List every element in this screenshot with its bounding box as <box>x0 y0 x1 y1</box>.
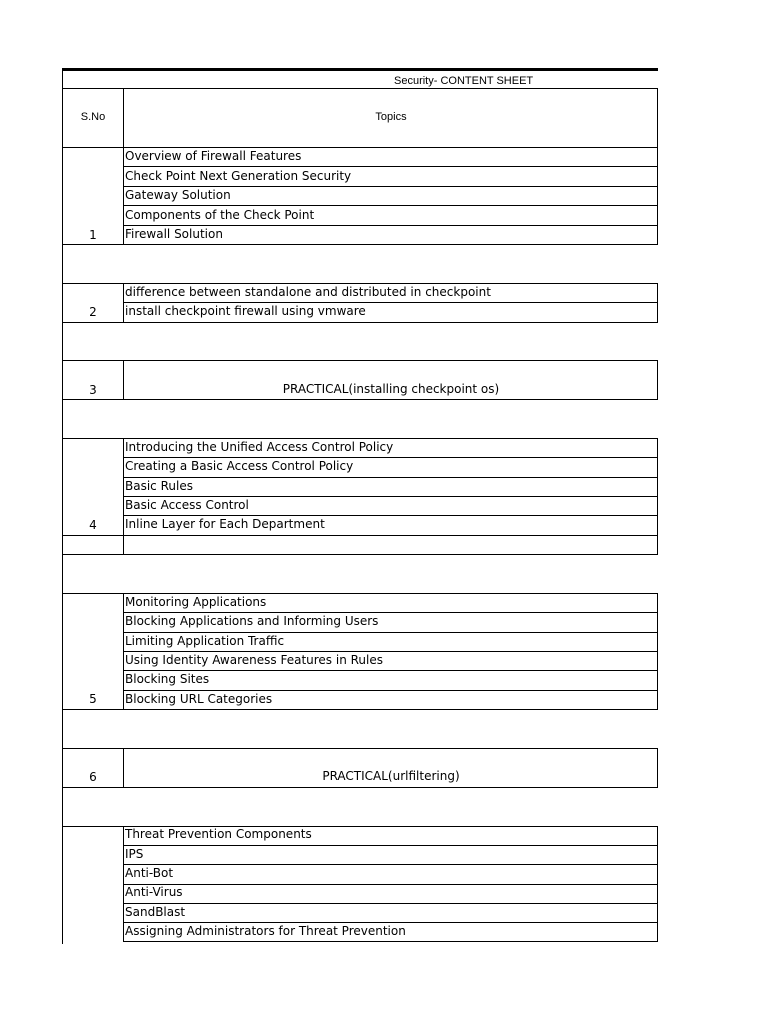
sheet-title-row <box>62 68 658 88</box>
topic-item: Threat Prevention Components <box>125 827 312 841</box>
sheet-title: Security- CONTENT SHEET <box>394 75 534 87</box>
topic-item: Blocking Sites <box>125 672 210 686</box>
row-line <box>124 903 658 904</box>
row-line <box>124 941 658 942</box>
topic-item: Components of the Check Point <box>125 208 315 222</box>
topic-item: Firewall Solution <box>125 227 223 241</box>
header-topics: Topics <box>375 111 407 123</box>
row-line <box>124 477 658 478</box>
sno-cell: 1 <box>89 228 97 242</box>
topic-item: Using Identity Awareness Features in Rules <box>125 653 383 667</box>
topic-item: Monitoring Applications <box>125 595 267 609</box>
row-line <box>124 864 658 865</box>
sno-cell: 2 <box>89 305 97 319</box>
sno-cell: 4 <box>89 518 97 532</box>
header-sno: S.No <box>80 111 106 123</box>
topic-item: Inline Layer for Each Department <box>125 517 325 531</box>
topic-item: SandBlast <box>125 905 186 919</box>
topic-item: Basic Rules <box>125 479 193 493</box>
topic-item: Gateway Solution <box>125 188 231 202</box>
topic-item: Check Point Next Generation Security <box>125 169 352 183</box>
sno-cell: 6 <box>89 770 97 784</box>
topic-item: Assigning Administrators for Threat Prevention <box>125 924 406 938</box>
topic-item: Blocking Applications and Informing Users <box>125 614 379 628</box>
topic-item: Overview of Firewall Features <box>125 149 302 163</box>
topic-item: IPS <box>125 847 144 861</box>
topic-item: Creating a Basic Access Control Policy <box>125 459 354 473</box>
practical-label: PRACTICAL(urlfiltering) <box>322 769 460 783</box>
topic-item: Blocking URL Categories <box>125 692 273 706</box>
sno-cell: 3 <box>89 383 97 397</box>
topic-item: Anti-Bot <box>125 866 174 880</box>
topic-item: Anti-Virus <box>125 885 183 899</box>
topic-item: Introducing the Unified Access Control Policy <box>125 440 394 454</box>
topic-item: Limiting Application Traffic <box>125 634 285 648</box>
topic-item: difference between standalone and distributed in checkpoint <box>125 285 491 299</box>
sno-cell: 5 <box>89 692 97 706</box>
spacer-row <box>62 554 658 594</box>
row-line <box>62 535 658 536</box>
spacer-row <box>62 322 658 361</box>
topic-item: Basic Access Control <box>125 498 249 512</box>
row-line <box>124 884 658 885</box>
spacer-row <box>62 787 658 827</box>
spacer-row <box>62 244 658 284</box>
spacer-row <box>62 709 658 749</box>
spacer-row <box>62 399 658 439</box>
row-line <box>124 845 658 846</box>
topic-item: install checkpoint firewall using vmware <box>125 304 366 318</box>
practical-label: PRACTICAL(installing checkpoint os) <box>282 382 500 396</box>
